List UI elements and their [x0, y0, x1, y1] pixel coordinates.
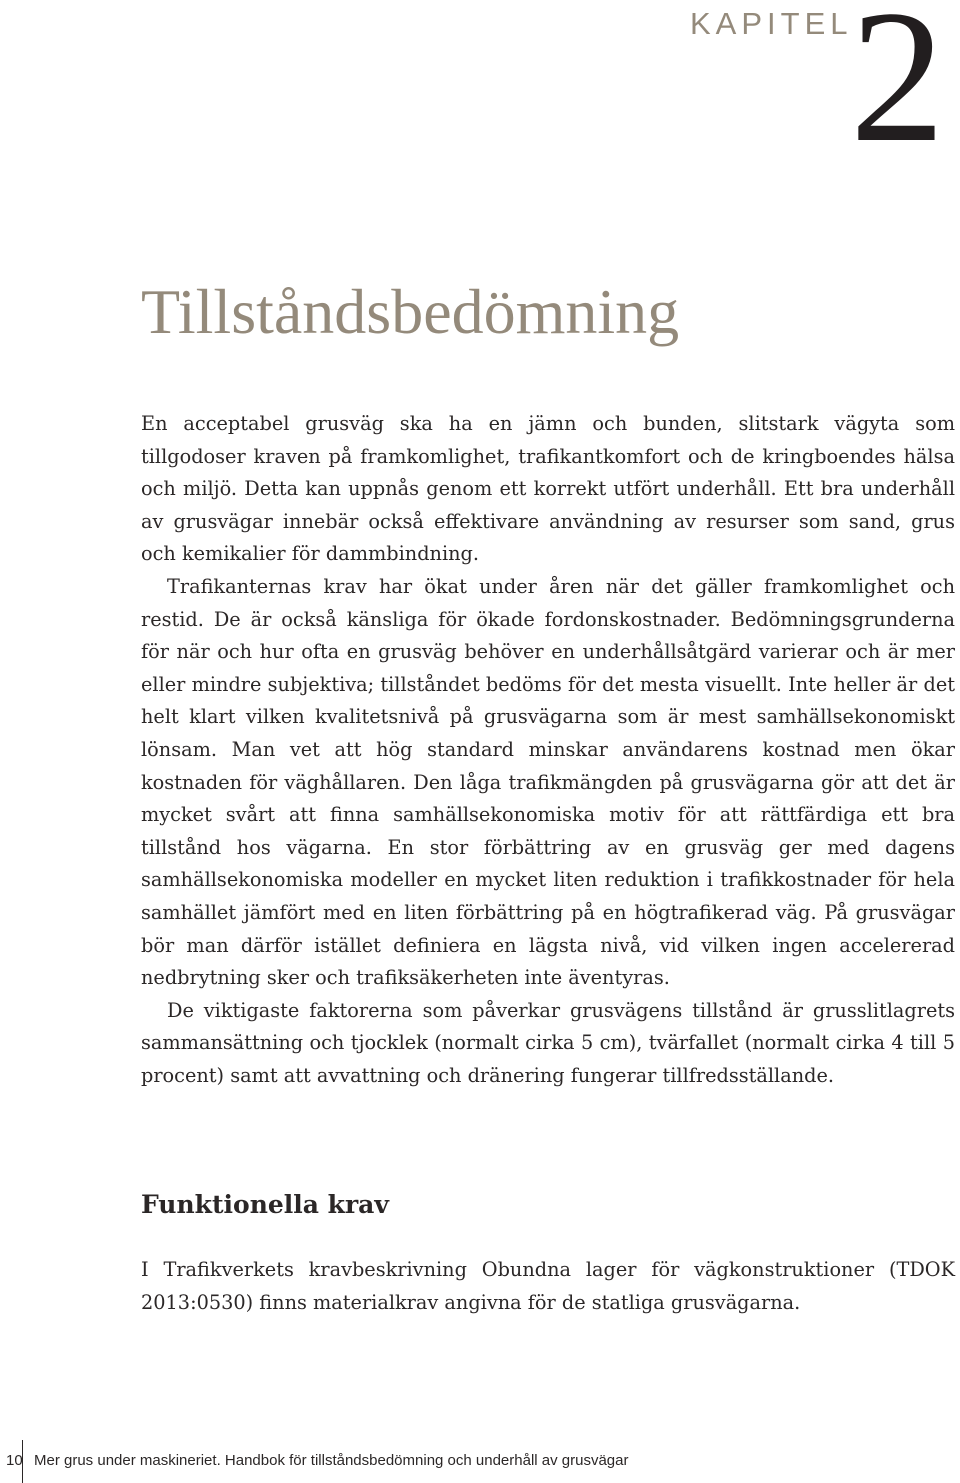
chapter-number: 2 [850, 0, 945, 182]
page-number: 10 [6, 1452, 23, 1469]
paragraph-2: Trafikanternas krav har ökat under åren när det gäller framkomlighet och restid. De är också känsliga för ökade fordonskostnader. Bedömningsgrunderna för när och hur ofta en grusväg behöver en underhållsåtgärd varierar och är mer eller mindre subjektiva; tillståndet bedöms för det mesta visuellt. Inte heller är det helt klart vilken kvalitetsnivå på grusvägarna som är mest samhällsekonomiskt lönsam. Man vet att hög standard minskar användarens kostnad men ökar kostnaden för väghållaren. Den låga trafikmängden på grusvägarna gör att det är mycket svårt att finna samhällsekonomiska motiv för att rättfärdiga ett bra tillstånd hos vägarna. En stor förbättring av en grusväg ger med dagens samhällsekonomiska modeller en mycket liten reduktion i trafikkostnader för hela samhället jämfört med en liten förbättring på en högtrafikerad väg. På grusvägar bör man därför istället definiera en lägsta nivå, vid vilken ingen accelererad nedbrytning sker och trafiksäkerheten inte äventyras. [141, 574, 955, 990]
section-body [141, 1254, 955, 1319]
section-heading: Funktionella krav [141, 1190, 389, 1219]
chapter-label: KAPITEL [690, 6, 853, 41]
paragraph-3: De viktigaste faktorerna som påverkar grusvägens tillstånd är grusslitlagrets sammansättning och tjocklek (normalt cirka 5 cm), tvärfallet (normalt cirka 4 till 5 procent) samt att avvattning och dränering fungerar tillfredsställande. [141, 998, 955, 1087]
section-paragraph: I Trafikverkets kravbeskrivning Obundna lager för vägkonstruktioner (TDOK 2013:0530) finns materialkrav angivna för de statliga grusvägarna. [141, 1258, 955, 1314]
body-text [141, 408, 955, 1092]
paragraph-1: En acceptabel grusväg ska ha en jämn och bunden, slitstark vägyta som tillgodoser kraven på framkomlighet, trafikantkomfort och de kringboendes hälsa och miljö. Detta kan uppnås genom ett korrekt utfört underhåll. Ett bra underhåll av grusvägar innebär också effektivare användning av resurser som sand, grus och kemikalier för dammbindning. [141, 412, 955, 566]
page-title: Tillståndsbedömning [141, 276, 680, 347]
publication-title: Mer grus under maskineriet. Handbok för tillståndsbedömning och underhåll av grusvägar [34, 1452, 629, 1469]
